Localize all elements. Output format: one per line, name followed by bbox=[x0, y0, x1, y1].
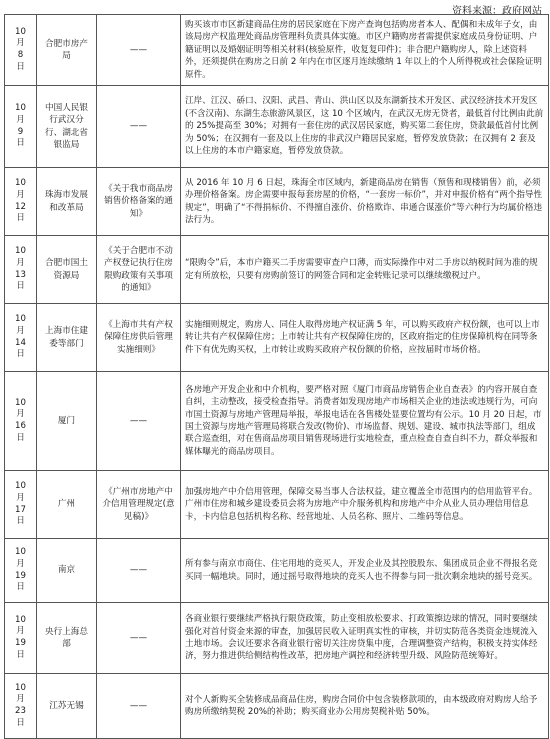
document-cell: 《上海市共有产权保障住房供后管理实施细则》 bbox=[97, 304, 181, 372]
organization-cell: 珠海市发展和改革局 bbox=[37, 168, 97, 236]
date-cell: 10 月 19 日 bbox=[5, 603, 37, 674]
date-cell: 10 月 13 日 bbox=[5, 236, 37, 304]
document-cell: —— bbox=[97, 674, 181, 739]
organization-cell: 南京 bbox=[37, 539, 97, 603]
organization-cell: 合肥市房产局 bbox=[37, 15, 97, 86]
content-cell: 各商业银行要继续严格执行限贷政策，防止变相放松要求、打政策擦边球的情况，同时要继续强化对首付资金来源的审查，加强居民收入证明真实性的审核，并切实防范各类资金违规流入土地市场。会议还要求各商业银行密切关注房贷集中度，合理调整资产结构，积极支持实体经济，努力推进供给侧结构性改革，把房地产调控和经济转型升级、风险防范统筹好。 bbox=[181, 603, 549, 674]
table-row bbox=[5, 539, 549, 603]
content-cell: 所有参与南京市商住、住宅用地的竞买人，开发企业及其控股股东、集团成员企业不得报名竞买同一幅地块。同时，通过摇号取得地块的竞买人也不得参与同一批次剩余地块的摇号竞买。 bbox=[181, 539, 549, 603]
date-cell: 10 月 17 日 bbox=[5, 471, 37, 539]
table-row bbox=[5, 674, 549, 739]
document-cell: 《关于我市商品房销售价格备案的通知》 bbox=[97, 168, 181, 236]
organization-cell: 厦门 bbox=[37, 372, 97, 471]
table-row bbox=[5, 372, 549, 471]
content-cell: 对个人新购买全装修成品商品住房，购房合同价中包含装修款项的，由本级政府对购房人给予购房所缴纳契税 20%的补助；购买商业办公用房契税补贴 50%。 bbox=[181, 674, 549, 739]
table-row bbox=[5, 603, 549, 674]
content-cell: 各房地产开发企业和中介机构，要严格对照《厦门市商品房销售企业自查表》的内容开展自查自纠，主动整改，接受检查指导。消费者如发现房地产市场相关企业的违法或违规行为，可向市国土资源与房地产管理局举报，举报电话在各售楼处显要位置均有公示。10 月 20 日起，市国土资源与房地产管理局将联合发改(物价)、市场监督、规划、建设、城市执法等部门，组成联合巡查组，对在售商品房项目销售现场进行实地检查，重点检查自查自纠不力，群众举报和媒体曝光的商品房项目。 bbox=[181, 372, 549, 471]
table-row bbox=[5, 86, 549, 168]
document-cell: 《关于合肥市不动产权登记执行住房限购政策有关事项的通知》 bbox=[97, 236, 181, 304]
table-row bbox=[5, 471, 549, 539]
policy-table bbox=[4, 14, 549, 739]
organization-cell: 江苏无锡 bbox=[37, 674, 97, 739]
date-cell: 10 月 8 日 bbox=[5, 15, 37, 86]
organization-cell: 中国人民银行武汉分行、湖北省银监局 bbox=[37, 86, 97, 168]
date-cell: 10 月 23 日 bbox=[5, 674, 37, 739]
content-cell: 从 2016 年 10 月 6 日起，珠海全市区域内，新建商品房在销售（预售和现楼销售）前，必须办理价格备案。房企需要申报每套房屋的价格，“一套房一标价”，并对申报价格有“两个指导性规定”，明确了“不得捐标价、不得擅自涨价、价格欺诈、串通合谋涨价”等六种行为均属价格违法行为。 bbox=[181, 168, 549, 236]
document-cell: —— bbox=[97, 603, 181, 674]
document-cell: —— bbox=[97, 539, 181, 603]
content-cell: 加强房地产中介信用管理，保障交易当事人合法权益，建立覆盖全市范围内的信用监管平台。广州市住房和城乡建设委员会将为房地产中介服务机构和房地产中介从业人员办理信用信息卡，卡内信息包括机构名称、经营地址、人员名称、照片、二维码等信息。 bbox=[181, 471, 549, 539]
organization-cell: 合肥市国土资源局 bbox=[37, 236, 97, 304]
organization-cell: 广州 bbox=[37, 471, 97, 539]
date-cell: 10 月 16 日 bbox=[5, 372, 37, 471]
date-cell: 10 月 14 日 bbox=[5, 304, 37, 372]
table-row bbox=[5, 304, 549, 372]
date-cell: 10 月 9 日 bbox=[5, 86, 37, 168]
table-row bbox=[5, 15, 549, 86]
date-cell: 10 月 19 日 bbox=[5, 539, 37, 603]
organization-cell: 央行上海总部 bbox=[37, 603, 97, 674]
organization-cell: 上海市住建委等部门 bbox=[37, 304, 97, 372]
content-cell: 购买该市市区新建商品住房的居民家庭在下房产查询包括购房者本人、配偶和未成年子女，由该局房产权监理处商品房管理科负责具体实施。市区户籍购房者需提供家庭成员身份证明、户籍证明以及婚姻证明等相关材料(核验原件，收复复印件)；非合肥户籍购房人，除上述资料外，还须提供在购房之日前 2 年内在市区逐月连续缴纳 1 年以上的个人所得税或社会保险证明原件。 bbox=[181, 15, 549, 86]
content-cell: 实施细则规定，购房人、同住人取得房地产权证满 5 年，可以购买政府产权份额，也可以上市转让共有产权保障住房；上市转让共有产权保障住房的，区政府指定的住房保障机构在同等条件下有优先购买权，上市转让或购买政府产权份额的价格，应按届时市场价格。 bbox=[181, 304, 549, 372]
source-note: 资料来源：政府网站 bbox=[452, 6, 542, 17]
document-cell: —— bbox=[97, 15, 181, 86]
document-cell: —— bbox=[97, 86, 181, 168]
date-cell: 10 月 12 日 bbox=[5, 168, 37, 236]
document-cell: 《广州市房地产中介信用管理规定(意见稿)》 bbox=[97, 471, 181, 539]
content-cell: “限购令”后，本市户籍买二手房需要审查户口薄，而实际操作中对二手房以纳税时间为准的规定有所放松，只要有房购前签订的网签合同和定金转账记录可以继续缴税过户。 bbox=[181, 236, 549, 304]
document-cell: —— bbox=[97, 372, 181, 471]
table-row bbox=[5, 236, 549, 304]
table-row bbox=[5, 168, 549, 236]
content-cell: 江岸、江汉、硚口、汉阳、武昌、青山、洪山区以及东湖新技术开发区、武汉经济技术开发区(不含汉南)、东湖生态旅游风景区，这 10 个区域内，在武汉无房无贷者，最低首付比例由此前的 25%提高至 30%；对拥有一套住房的武汉居民家庭，购买第二套住房，贷款最低首付比例为 50%；在汉拥有一套及以上住房的非武汉户籍居民家庭，暂停发放贷款；在汉拥有 2 套及以上住房的本市户籍家庭，暂停发放贷款。 bbox=[181, 86, 549, 168]
